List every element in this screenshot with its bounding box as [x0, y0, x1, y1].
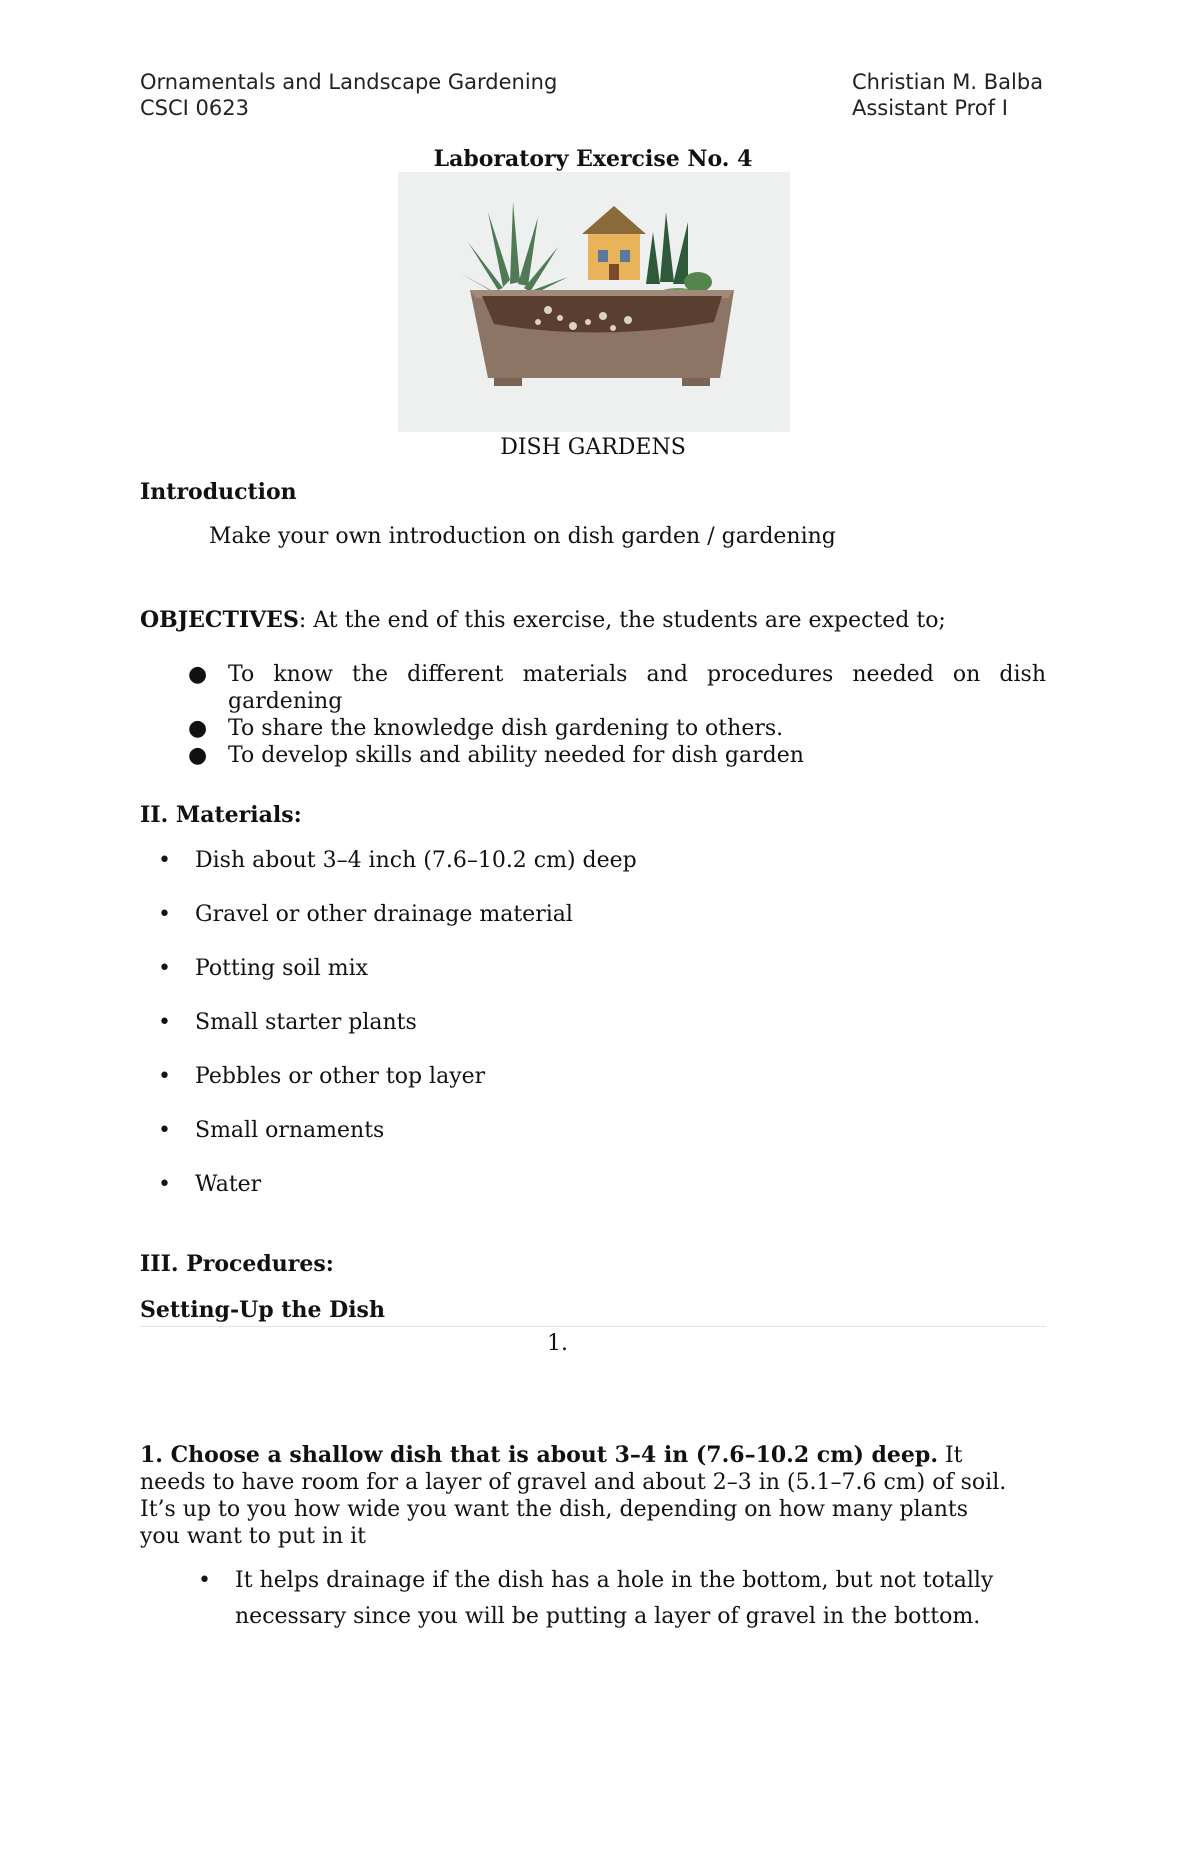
page-title: Laboratory Exercise No. 4 — [433, 146, 753, 172]
list-item: • Small starter plants — [158, 1010, 417, 1035]
materials-heading: II. Materials: — [140, 802, 302, 828]
list-item: ● To share the knowledge dish gardening to others. — [188, 716, 784, 741]
intro-text: Make your own introduction on dish garden / gardening — [209, 524, 836, 549]
materials-list — [158, 847, 637, 1225]
bullet-icon: • — [158, 902, 171, 927]
dish-garden-illustration — [398, 172, 790, 432]
author-name: Christian M. Balba — [852, 70, 1044, 94]
list-item: • Small ornaments — [158, 1118, 385, 1143]
bullet-icon: ● — [188, 716, 208, 741]
list-item: • Pebbles or other top layer — [158, 1064, 486, 1089]
step-1-text: It needs to have room for a layer of gravel and about 2–3 in (5.1–7.6 cm) of soil. It’s up to you how wide you want the dish, depending on how many plants you want to put in it — [140, 1443, 1007, 1549]
objectives-line — [140, 607, 946, 634]
step-1-paragraph — [140, 1442, 1010, 1550]
bullet-icon: ● — [188, 743, 208, 768]
dish-garden-photo — [398, 172, 790, 432]
step-1-title: 1. Choose a shallow dish that is about 3–4 in (7.6–10.2 cm) deep. — [140, 1442, 938, 1468]
step-1-notes — [198, 1563, 1048, 1635]
course-code: CSCI 0623 — [140, 96, 249, 120]
author-title: Assistant Prof I — [852, 96, 1008, 120]
list-item: • Gravel or other drainage material — [158, 902, 573, 927]
bullet-icon: • — [158, 1118, 171, 1143]
bullet-icon: • — [198, 1568, 211, 1593]
list-item: ● To know the different materials and procedures needed on dish gardening — [188, 662, 1046, 714]
bullet-icon: • — [158, 956, 171, 981]
bullet-icon: ● — [188, 662, 208, 687]
list-item: • Water — [158, 1172, 262, 1197]
list-item: • It helps drainage if the dish has a hole in the bottom, but not totally necessary since you will be putting a layer of gravel in the bottom. — [198, 1563, 1048, 1635]
procedures-subheading: Setting-Up the Dish — [140, 1297, 385, 1323]
objectives-label: OBJECTIVES — [140, 607, 299, 633]
page-number: 1. — [547, 1331, 568, 1356]
list-item: ● To develop skills and ability needed for dish garden — [188, 743, 804, 768]
page-divider — [140, 1326, 1046, 1327]
objectives-list — [188, 661, 1046, 769]
bullet-icon: • — [158, 848, 171, 873]
bullet-icon: • — [158, 1064, 171, 1089]
bullet-icon: • — [158, 1172, 171, 1197]
intro-heading: Introduction — [140, 479, 297, 505]
procedures-heading: III. Procedures: — [140, 1251, 334, 1277]
course-title: Ornamentals and Landscape Gardening — [140, 70, 558, 94]
list-item: • Potting soil mix — [158, 956, 369, 981]
list-item: • Dish about 3–4 inch (7.6–10.2 cm) deep — [158, 848, 637, 873]
image-caption: DISH GARDENS — [500, 435, 686, 460]
objectives-lead: : At the end of this exercise, the students are expected to; — [298, 608, 946, 633]
bullet-icon: • — [158, 1010, 171, 1035]
